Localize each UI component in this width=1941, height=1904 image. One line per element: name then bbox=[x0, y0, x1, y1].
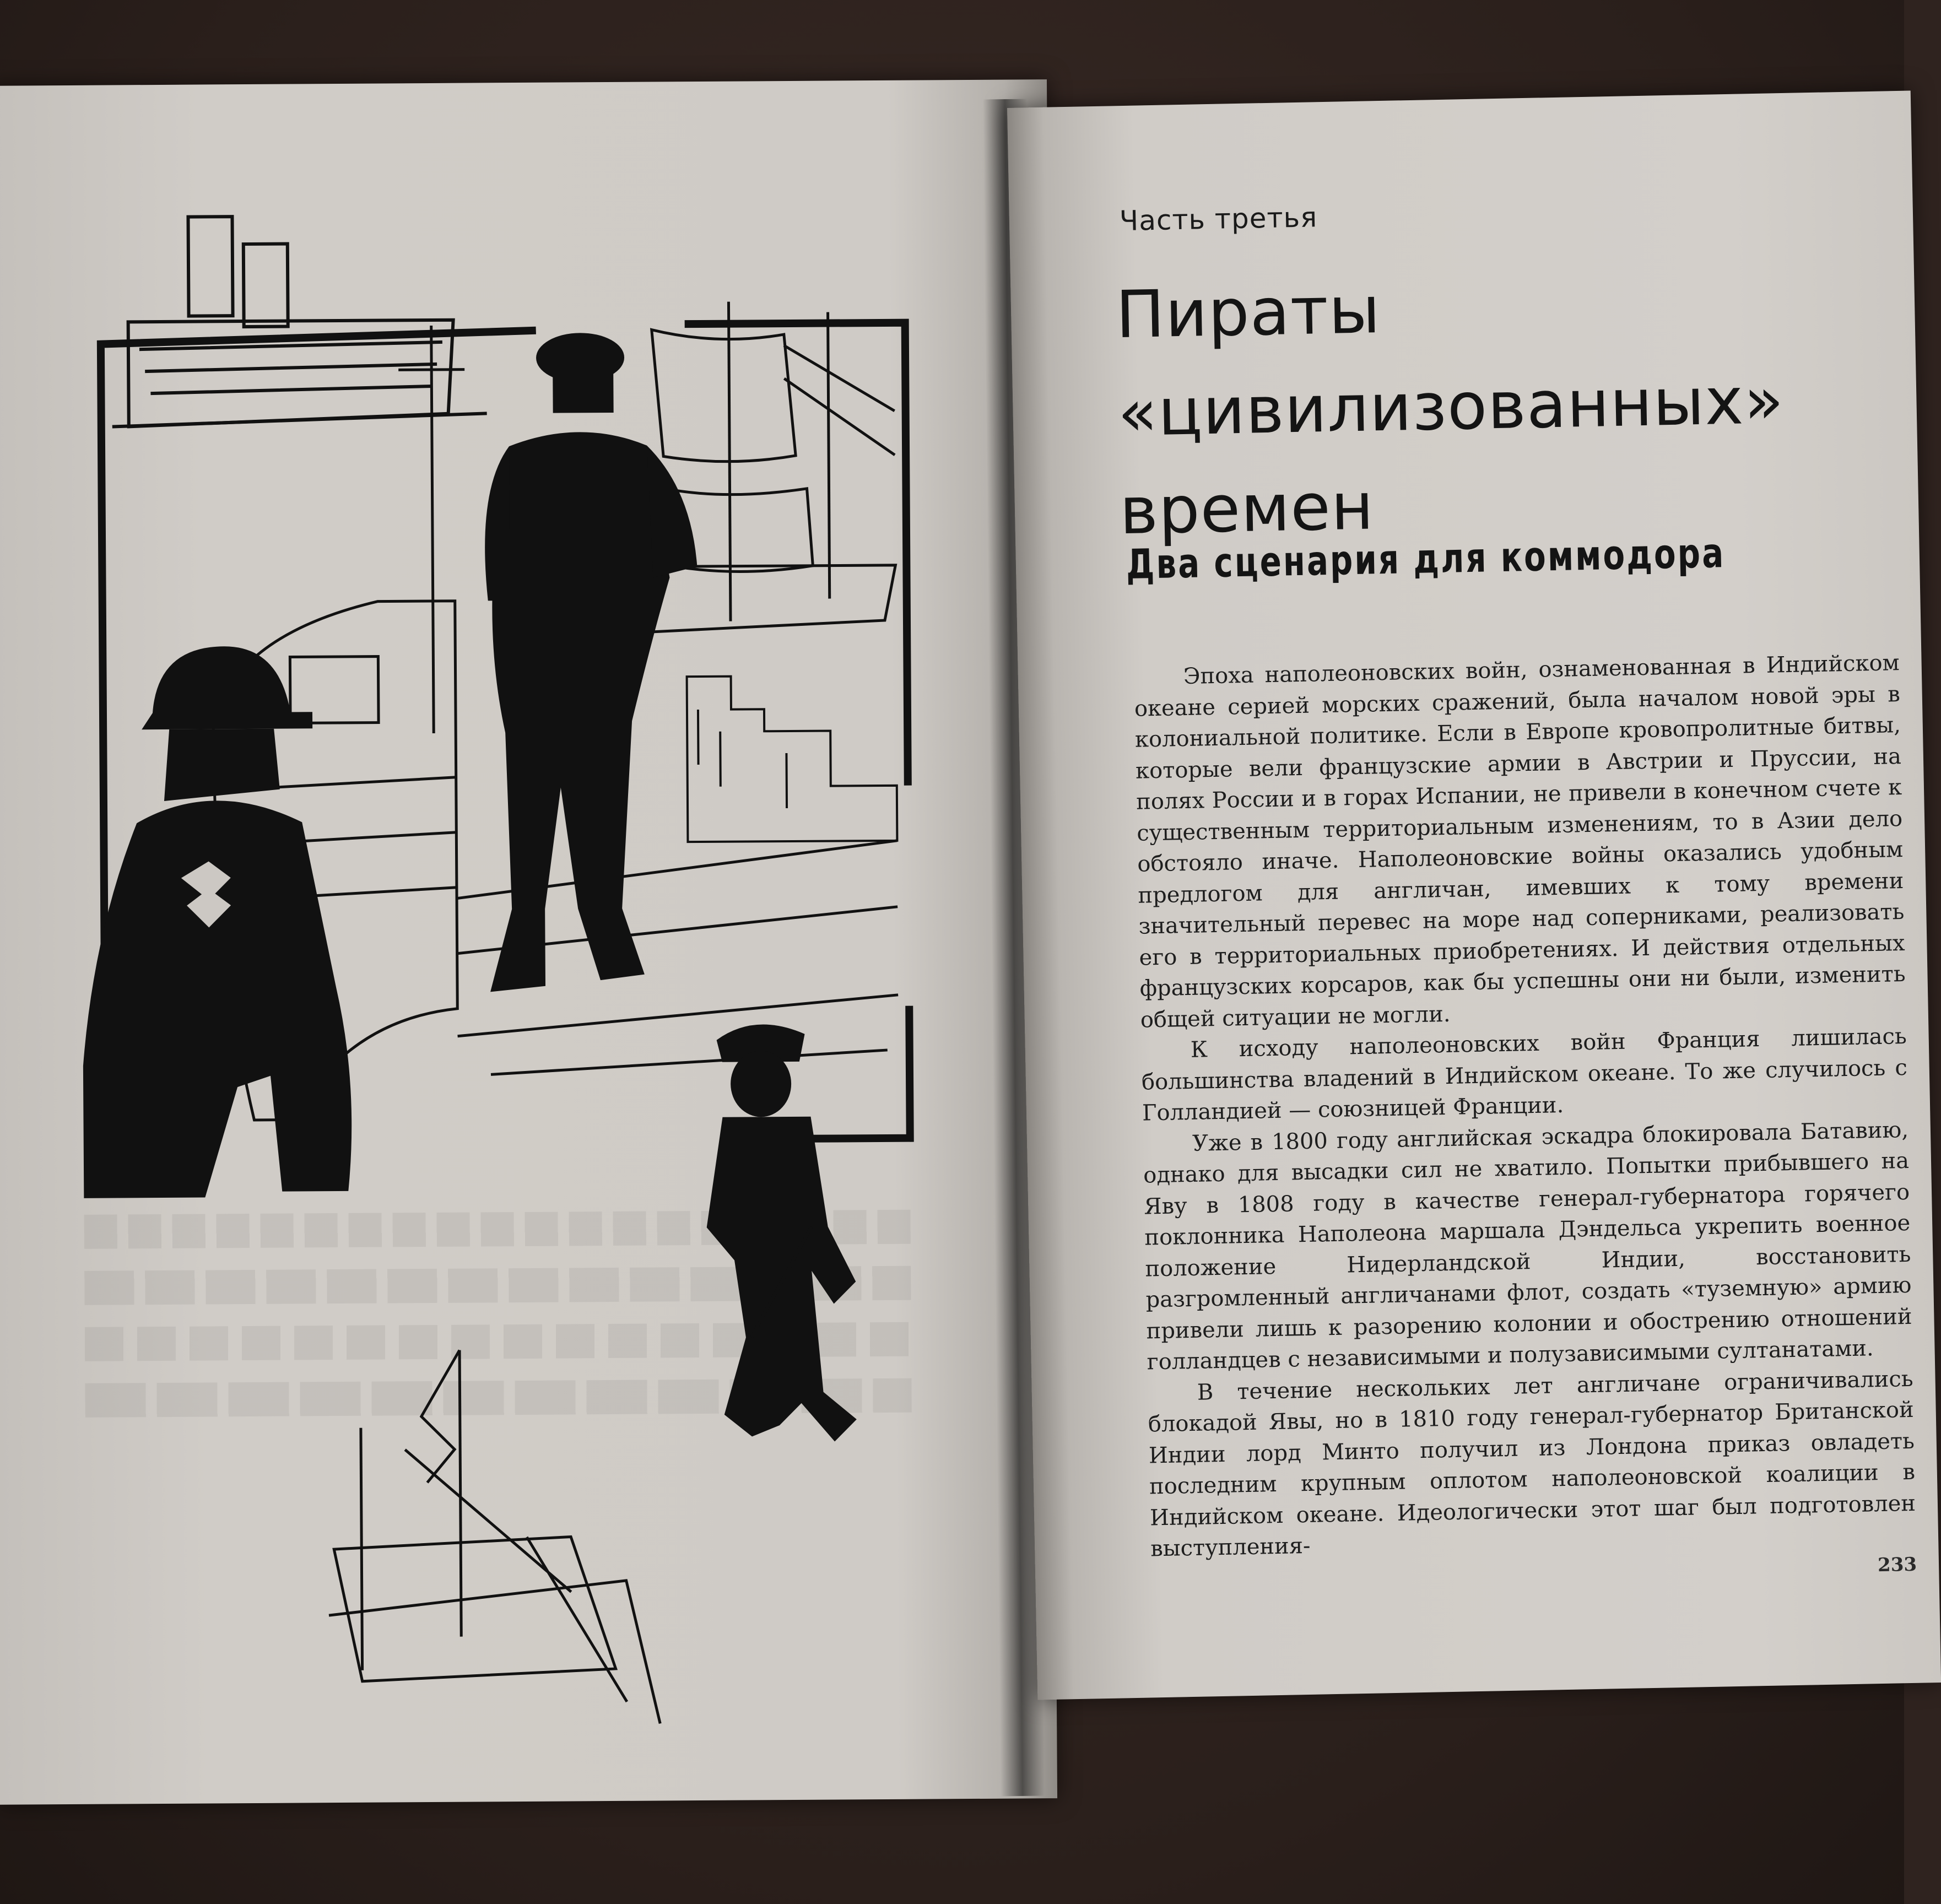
sailor-silhouette bbox=[484, 332, 700, 992]
part-label: Часть третья bbox=[1119, 201, 1318, 237]
right-page bbox=[1007, 91, 1941, 1700]
small-sailing-ship bbox=[327, 1349, 660, 1726]
paragraph: Уже в 1800 году английская эскадра блокировала Батавию, однако для высадки сил не хватило. Попытки прибывшего на Яву в 1808 году в качестве генерал-губернатора горячего поклонника Наполеона маршала Дэндельса укрепить военное положение Нидерландской Индии, восстановить разгромленный англичанами флот, создать «туземную» армию привели лишь к разорению колонии и обострению отношений голландцев с независимыми и полузависимыми султанатами. bbox=[1143, 1117, 1912, 1375]
chapter-title-line2: «цивилизованных» времен bbox=[1117, 362, 1785, 549]
paragraph: К исходу наполеоновских войн Франция лишилась большинства владений в Индийском океане. То же случилось с Голландией — союзницей Франции. bbox=[1141, 1023, 1908, 1126]
sailors-and-ships-illustration bbox=[67, 179, 1013, 1694]
chapter-title bbox=[1115, 251, 1903, 560]
chapter-title-line1: Пираты bbox=[1115, 272, 1382, 353]
page-number: 233 bbox=[1877, 1553, 1917, 1577]
harbor-buildings bbox=[687, 675, 897, 842]
section-title: Два сценария для коммодора bbox=[1126, 529, 1726, 588]
paragraph: Эпоха наполеоновских войн, ознаменованная в Индийском океане серией морских сражений, была началом новой эры в колониальной политике. Если в Европе кровопролитные битвы, которые вели французские армии в Австрии и Пруссии, на полях России и в горах Испании, не привели в конечном счете к существенным территориальным изменениям, то в Азии дело обстояло иначе. Наполеоновские войны оказались удобным предлогом для англичан, имевших к тому времени значительный перевес на море над соперниками, реализовать его в территориальных приобретениях. И действия отдельных французских корсаров, как бы успешны они ни были, изменить общей ситуации не могли. bbox=[1134, 650, 1906, 1033]
body-text bbox=[1133, 647, 1916, 1565]
helmeted-sailor-silhouette bbox=[80, 646, 352, 1198]
officer-silhouette bbox=[705, 1024, 857, 1442]
left-page bbox=[0, 79, 1057, 1805]
paragraph: В течение нескольких лет англичане ограничивались блокадой Явы, но в 1810 году генерал-губернатор Британской Индии лорд Минто получил из Лондона приказ овладеть последним крупным оплотом наполеоновской коалиции в Индийском океане. Идеологически этот шаг был подготовлен выступления- bbox=[1148, 1366, 1916, 1562]
